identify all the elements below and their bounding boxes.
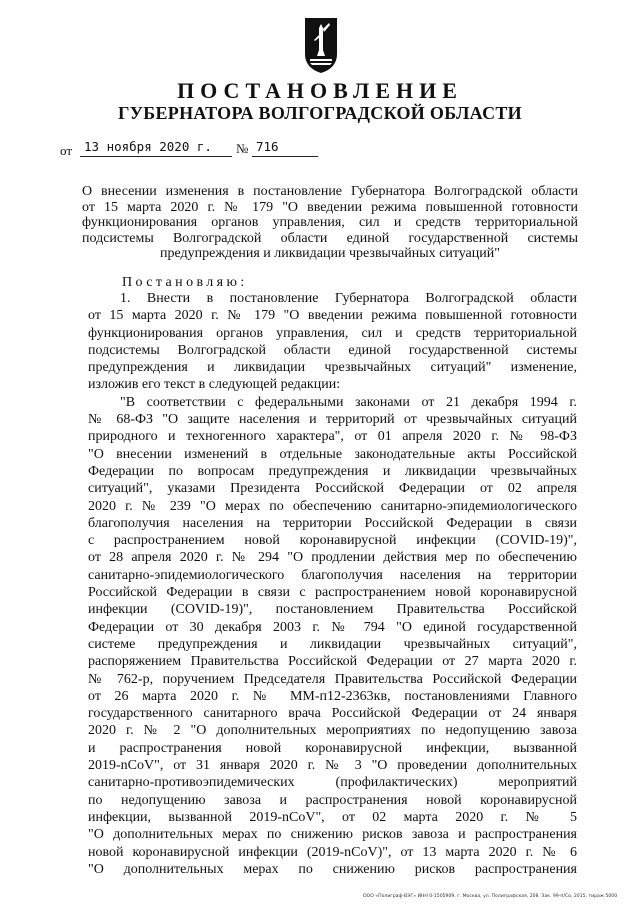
- subject-line: от 15 марта 2020 г. № 179 "О введении режима повышенной готовности: [82, 199, 578, 215]
- body-line: от 15 марта 2020 г. № 179 "О введении режима повышенной готовности: [88, 308, 577, 324]
- body-line: 2020 г. № 2 "О дополнительных мероприятиях по недопущению завоза: [88, 723, 577, 739]
- body-line: с распространением новой коронавирусной инфекции (COVID-19)",: [88, 533, 577, 549]
- document-subject: [82, 184, 578, 262]
- subject-line: предупреждения и ликвидации чрезвычайных ситуаций": [160, 246, 500, 262]
- subject-line: подсистемы Волгоградской области единой государственной системы: [82, 230, 578, 246]
- body-line: санитарно-эпидемиологического благополучия населения на территории: [88, 567, 577, 583]
- body-line: "О дополнительных мерах по снижению рисков распространения: [88, 861, 577, 877]
- body-line: изложив его текст в следующей редакции:: [88, 377, 341, 393]
- number-value: 716: [252, 139, 318, 157]
- body-line: подсистемы Волгоградской области единой государственной системы: [88, 342, 577, 358]
- body-line: Федерации от 30 декабря 2003 г. № 794 "О единой государственной: [88, 619, 577, 635]
- body-line: № 762-р, поручением Председателя Правительства Российской Федерации: [88, 671, 577, 687]
- body-line: системе предупреждения и ликвидации чрезвычайных ситуаций",: [88, 636, 577, 652]
- body-line: "О внесении изменений в отдельные законодательные акты Российской: [88, 446, 577, 462]
- body-line: 2019-nCoV", от 31 января 2020 г. № 3 "О проведении дополнительных: [88, 758, 577, 774]
- body-line: санитарно-противоэпидемических (профилактических) мероприятий: [88, 775, 577, 791]
- body-line: предупреждения и ликвидации чрезвычайных ситуаций" изменение,: [88, 360, 577, 376]
- body-line: распоряжением Правительства Российской Федерации от 27 марта 2020 г.: [88, 654, 577, 670]
- body-line: "В соответствии с федеральными законами от 21 декабря 1994 г.: [120, 394, 577, 410]
- body-line: ситуаций", указами Президента Российской Федерации от 02 апреля: [88, 481, 577, 497]
- body-line: "О дополнительных мерах по снижению рисков завоза и распространения: [88, 827, 577, 843]
- body-line: 2020 г. № 239 "О мерах по обеспечению санитарно-эпидемиологического: [88, 498, 577, 514]
- body-line: инфекции (COVID-19)", постановлением Правительства Российской: [88, 602, 577, 618]
- document-issuer: ГУБЕРНАТОРА ВОЛГОГРАДСКОЙ ОБЛАСТИ: [118, 103, 522, 123]
- body-line: от 28 апреля 2020 г. № 294 "О продлении действия мер по обеспечению: [88, 550, 577, 566]
- body-line: инфекции, вызванной 2019-nCoV", от 02 марта 2020 г. № 5: [88, 809, 577, 825]
- decree-word: Постановляю:: [122, 275, 248, 290]
- body-line: № 68-ФЗ "О защите населения и территорий от чрезвычайных ситуаций: [88, 412, 577, 428]
- subject-line: О внесении изменения в постановление Губернатора Волгоградской области: [82, 184, 578, 199]
- date-value: 13 ноября 2020 г.: [80, 139, 232, 157]
- number-label: №: [236, 141, 249, 156]
- body-line: новой коронавирусной инфекции (2019-nCoV)", от 13 марта 2020 г. № 6: [88, 844, 577, 860]
- subject-line: функционирования органов управления, сил и средств территориальной: [82, 215, 578, 231]
- date-label: от: [60, 143, 73, 158]
- body-line: по недопущению завоза и распространения новой коронавирусной: [88, 792, 577, 808]
- document-body: [88, 290, 577, 878]
- body-line: Российской Федерации в связи с распространением новой коронавирусной: [88, 585, 577, 601]
- body-line: функционирования органов управления, сил и средств территориальной: [88, 325, 577, 341]
- body-line: природного и техногенного характера", от 01 апреля 2020 г. № 98-ФЗ: [88, 429, 577, 445]
- print-footer: ООО «Полиграф-ВЭГ» ИНН 0-1505909, г. Москва, ул. Полиграфская, 208. Зак. 99-п/Со, 2015, тираж 5000: [363, 894, 618, 899]
- body-line: благополучия населения на территории Российской Федерации в связи: [88, 515, 577, 531]
- body-line: от 26 марта 2020 г. № ММ-п12-2363кв, постановлениями Главного: [88, 688, 577, 704]
- document-title: ПОСТАНОВЛЕНИЕ: [177, 78, 463, 103]
- body-line: и распространения новой коронавирусной инфекции, вызванной: [88, 740, 577, 756]
- body-line: Федерации по вопросам предупреждения и ликвидации чрезвычайных: [88, 463, 577, 479]
- coat-of-arms-emblem: [302, 16, 340, 74]
- body-line: государственного санитарного врача Российской Федерации от 24 января: [88, 706, 577, 722]
- body-line: 1. Внести в постановление Губернатора Волгоградской области: [120, 291, 577, 306]
